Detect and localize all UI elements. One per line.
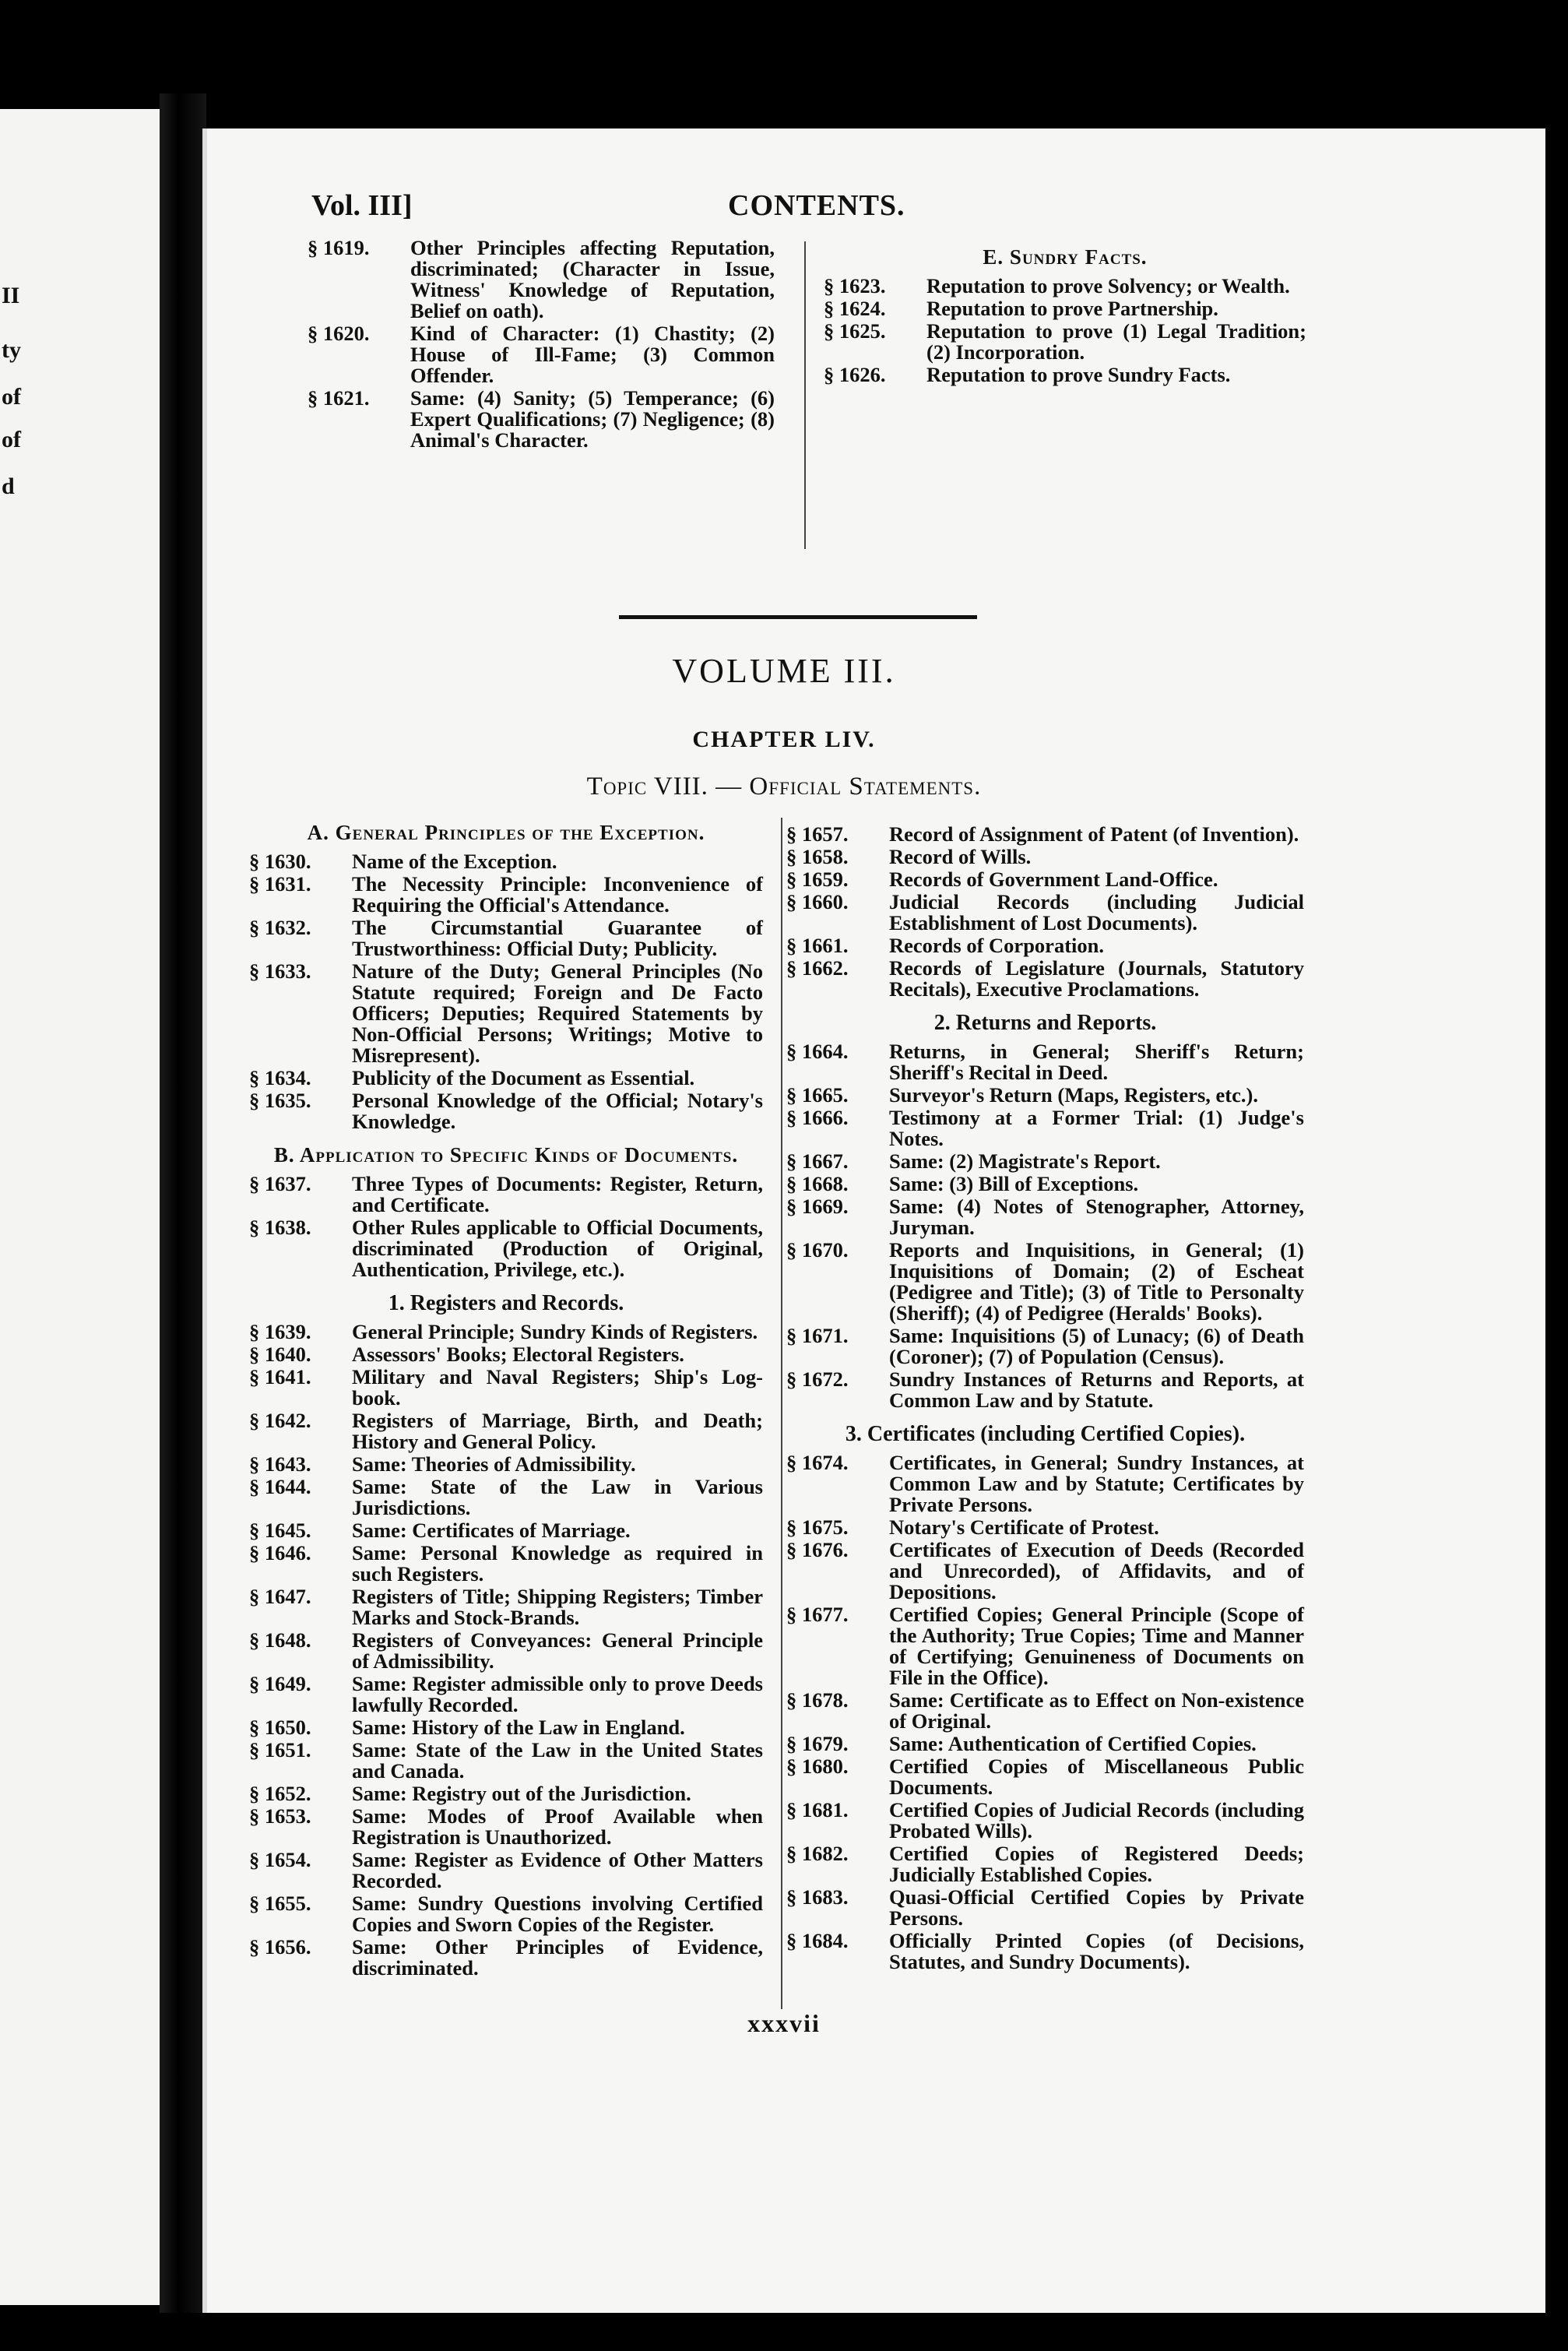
section-number: § 1658. bbox=[786, 845, 849, 868]
toc-entry bbox=[249, 1367, 763, 1409]
section-number: § 1660. bbox=[786, 890, 849, 913]
page-number: xxxvii bbox=[747, 2009, 821, 2037]
section-title: The Necessity Principle: Inconvenience of Requiring the Official's Attendance. bbox=[352, 872, 763, 917]
section-number: § 1632. bbox=[249, 916, 311, 939]
toc-entry bbox=[249, 1740, 763, 1782]
section-title: Surveyor's Return (Maps, Registers, etc.). bbox=[889, 1083, 1258, 1107]
section-number: § 1662. bbox=[786, 956, 849, 980]
section-number: § 1649. bbox=[249, 1672, 311, 1695]
section-number: § 1659. bbox=[786, 868, 849, 891]
column-rule bbox=[781, 818, 782, 2009]
separator-rule bbox=[619, 615, 977, 619]
section-number: § 1630. bbox=[249, 850, 311, 873]
section-number: § 1654. bbox=[249, 1848, 311, 1871]
section-number: § 1666. bbox=[786, 1106, 849, 1129]
section-number: § 1625. bbox=[824, 319, 886, 343]
section-number: § 1633. bbox=[249, 959, 311, 983]
section-title: Same: Personal Knowledge as required in such Registers. bbox=[352, 1541, 763, 1586]
facing-page-fragment: of bbox=[2, 427, 21, 452]
toc-entry bbox=[786, 1452, 1304, 1515]
section-number: § 1675. bbox=[786, 1515, 849, 1539]
section-number: § 1640. bbox=[249, 1343, 311, 1366]
toc-entry bbox=[786, 846, 1304, 868]
section-number: § 1656. bbox=[249, 1935, 311, 1959]
toc-entry bbox=[786, 1843, 1304, 1885]
section-title: Reports and Inquisitions, in General; (1) Inquisitions of Domain; (2) of Escheat (Pedigree and Title); (3) of Title to Personalty (Sheriff); (4) of Pedigree (Heralds' Books). bbox=[889, 1238, 1304, 1325]
toc-entry bbox=[249, 1217, 763, 1280]
section-number: § 1646. bbox=[249, 1541, 311, 1564]
section-title: Certified Copies of Judicial Records (including Probated Wills). bbox=[889, 1798, 1304, 1842]
toc-entry bbox=[249, 1674, 763, 1716]
facing-page-fragment: of bbox=[2, 384, 21, 410]
toc-entry bbox=[249, 961, 763, 1066]
section-title: Record of Wills. bbox=[889, 845, 1032, 868]
toc-entry bbox=[249, 1630, 763, 1672]
section-title: Same: (4) Notes of Stenographer, Attorney, Juryman. bbox=[889, 1195, 1304, 1239]
section-title: Same: Certificate as to Effect on Non-existence of Original. bbox=[889, 1688, 1304, 1733]
section-title: Reputation to prove Solvency; or Wealth. bbox=[926, 274, 1290, 297]
toc-entry bbox=[824, 276, 1306, 297]
section-number: § 1679. bbox=[786, 1732, 849, 1755]
top-right-column bbox=[824, 238, 1306, 387]
toc-entry bbox=[786, 1107, 1304, 1149]
section-number: § 1661. bbox=[786, 934, 849, 957]
toc-entry bbox=[308, 238, 775, 322]
section-number: § 1667. bbox=[786, 1149, 849, 1173]
section-title: Same: (3) Bill of Exceptions. bbox=[889, 1172, 1139, 1195]
toc-entry bbox=[249, 1783, 763, 1804]
section-number: § 1674. bbox=[786, 1451, 849, 1474]
toc-entry bbox=[786, 1540, 1304, 1603]
section-title: Notary's Certificate of Protest. bbox=[889, 1515, 1159, 1539]
facing-page-fragment: ty bbox=[2, 337, 21, 363]
facing-page-fragment: II bbox=[2, 283, 20, 308]
toc-entry bbox=[249, 851, 763, 872]
section-title: Certificates, in General; Sundry Instances, at Common Law and by Statute; Certificates by Private Persons. bbox=[889, 1451, 1304, 1516]
toc-entry bbox=[786, 1887, 1304, 1929]
toc-entry bbox=[249, 1586, 763, 1628]
section-title: Quasi-Official Certified Copies by Private Persons. bbox=[889, 1885, 1304, 1930]
section-title: Other Rules applicable to Official Documents, discriminated (Production of Original, Authentication, Privilege, etc.). bbox=[352, 1216, 763, 1281]
section-number: § 1648. bbox=[249, 1628, 311, 1652]
section-title: Registers of Title; Shipping Registers; Timber Marks and Stock-Brands. bbox=[352, 1585, 763, 1629]
section-title: Same: Modes of Proof Available when Registration is Unauthorized. bbox=[352, 1804, 763, 1849]
section-number: § 1678. bbox=[786, 1688, 849, 1712]
section-title: Same: Authentication of Certified Copies. bbox=[889, 1732, 1257, 1755]
section-number: § 1671. bbox=[786, 1324, 849, 1347]
section-title: Same: (4) Sanity; (5) Temperance; (6) Expert Qualifications; (7) Negligence; (8) Animal's Character. bbox=[410, 386, 775, 452]
topic-title: Topic VIII. — Official Statements. bbox=[586, 773, 982, 801]
section-number: § 1651. bbox=[249, 1738, 311, 1761]
section-number: § 1631. bbox=[249, 872, 311, 896]
section-title: Reputation to prove Sundry Facts. bbox=[926, 363, 1231, 386]
toc-entry bbox=[249, 1322, 763, 1343]
toc-entry bbox=[786, 1151, 1304, 1172]
section-number: § 1664. bbox=[786, 1040, 849, 1063]
section-title: Assessors' Books; Electoral Registers. bbox=[352, 1343, 684, 1366]
section-number: § 1634. bbox=[249, 1066, 311, 1089]
section-number: § 1642. bbox=[249, 1409, 311, 1432]
section-number: § 1681. bbox=[786, 1798, 849, 1821]
section-title: Officially Printed Copies (of Decisions, Statutes, and Sundry Documents). bbox=[889, 1929, 1304, 1973]
section-number: § 1665. bbox=[786, 1083, 849, 1107]
toc-entry bbox=[786, 892, 1304, 934]
section-title: Returns, in General; Sheriff's Return; Sheriff's Recital in Deed. bbox=[889, 1040, 1304, 1084]
section-title: Same: History of the Law in England. bbox=[352, 1716, 685, 1739]
section-number: § 1669. bbox=[786, 1195, 849, 1218]
section-number: § 1621. bbox=[308, 386, 370, 410]
toc-entry bbox=[786, 1240, 1304, 1324]
section-title: Personal Knowledge of the Official; Notary's Knowledge. bbox=[352, 1089, 763, 1133]
main-right-column bbox=[786, 824, 1304, 1974]
toc-entry bbox=[786, 1174, 1304, 1195]
section-number: § 1652. bbox=[249, 1782, 311, 1805]
column-rule bbox=[804, 241, 806, 549]
toc-entry bbox=[786, 1041, 1304, 1083]
section-heading: 1. Registers and Records. bbox=[388, 1291, 624, 1315]
section-title: Same: State of the Law in the United States and Canada. bbox=[352, 1738, 763, 1783]
toc-entry bbox=[786, 1756, 1304, 1798]
section-heading: 3. Certificates (including Certified Copies). bbox=[845, 1422, 1246, 1446]
toc-entry bbox=[786, 935, 1304, 956]
section-number: § 1643. bbox=[249, 1452, 311, 1476]
toc-entry bbox=[786, 1325, 1304, 1367]
toc-entry bbox=[824, 321, 1306, 363]
section-number: § 1639. bbox=[249, 1320, 311, 1343]
section-title: Certified Copies; General Principle (Scope of the Authority; True Copies; Time and Manner of Certifying; Genuineness of Documents on File in the Office). bbox=[889, 1603, 1304, 1689]
section-number: § 1682. bbox=[786, 1842, 849, 1865]
section-title: Military and Naval Registers; Ship's Log-book. bbox=[352, 1365, 763, 1410]
section-heading: B. Application to Specific Kinds of Documents. bbox=[273, 1143, 739, 1167]
toc-entry bbox=[249, 1174, 763, 1216]
toc-entry bbox=[249, 874, 763, 916]
section-number: § 1635. bbox=[249, 1089, 311, 1112]
section-number: § 1670. bbox=[786, 1238, 849, 1262]
section-number: § 1677. bbox=[786, 1603, 849, 1626]
toc-entry bbox=[786, 824, 1304, 845]
facing-page-fragment: d bbox=[2, 473, 15, 499]
section-title: Same: (2) Magistrate's Report. bbox=[889, 1149, 1161, 1173]
section-number: § 1645. bbox=[249, 1519, 311, 1542]
toc-entry bbox=[249, 1090, 763, 1132]
section-number: § 1620. bbox=[308, 322, 370, 345]
toc-entry bbox=[249, 1717, 763, 1738]
section-number: § 1641. bbox=[249, 1365, 311, 1388]
toc-entry bbox=[786, 1604, 1304, 1688]
section-title: Nature of the Duty; General Principles (No Statute required; Foreign and De Facto Officers; Deputies; Required Statements by Non-Official Persons; Writings; Motive to Misrepresent). bbox=[352, 959, 763, 1067]
section-number: § 1680. bbox=[786, 1754, 849, 1778]
section-title: Sundry Instances of Returns and Reports, at Common Law and by Statute. bbox=[889, 1367, 1304, 1412]
section-title: Judicial Records (including Judicial Establishment of Lost Documents). bbox=[889, 890, 1304, 934]
toc-entry bbox=[249, 1454, 763, 1475]
toc-entry bbox=[249, 917, 763, 959]
section-title: Record of Assignment of Patent (of Invention). bbox=[889, 822, 1299, 846]
section-heading: A. General Principles of the Exception. bbox=[307, 821, 705, 844]
section-number: § 1657. bbox=[786, 822, 849, 846]
section-title: Same: Inquisitions (5) of Lunacy; (6) of Death (Coroner); (7) of Population (Census). bbox=[889, 1324, 1304, 1368]
toc-entry bbox=[786, 1800, 1304, 1842]
section-title: Same: Register admissible only to prove Deeds lawfully Recorded. bbox=[352, 1672, 763, 1716]
volume-title: VOLUME III. bbox=[672, 652, 896, 690]
toc-entry bbox=[786, 869, 1304, 890]
toc-entry bbox=[824, 364, 1306, 385]
running-head-title: CONTENTS. bbox=[728, 189, 905, 222]
toc-entry bbox=[786, 1085, 1304, 1106]
section-number: § 1647. bbox=[249, 1585, 311, 1608]
section-title: Other Principles affecting Reputation, discriminated; (Character in Issue, Witness' Knowledge of Reputation, Belief on oath). bbox=[410, 236, 775, 322]
toc-entry bbox=[308, 388, 775, 451]
section-number: § 1672. bbox=[786, 1367, 849, 1391]
book-spine bbox=[160, 93, 206, 2313]
section-title: Certificates of Execution of Deeds (Recorded and Unrecorded), of Affidavits, and of Depositions. bbox=[889, 1538, 1304, 1603]
toc-entry bbox=[786, 958, 1304, 1000]
section-title: Same: Register as Evidence of Other Matters Recorded. bbox=[352, 1848, 763, 1892]
toc-entry bbox=[786, 1733, 1304, 1754]
section-title: Registers of Marriage, Birth, and Death; History and General Policy. bbox=[352, 1409, 763, 1453]
toc-entry bbox=[249, 1068, 763, 1089]
section-number: § 1653. bbox=[249, 1804, 311, 1828]
toc-entry bbox=[249, 1543, 763, 1585]
toc-entry bbox=[786, 1196, 1304, 1238]
section-number: § 1637. bbox=[249, 1172, 311, 1195]
section-title: Records of Government Land-Office. bbox=[889, 868, 1218, 891]
section-title: Reputation to prove Partnership. bbox=[926, 297, 1218, 320]
section-title: Same: Registry out of the Jurisdiction. bbox=[352, 1782, 691, 1805]
section-number: § 1655. bbox=[249, 1892, 311, 1915]
main-left-column bbox=[249, 810, 763, 1980]
section-title: Certified Copies of Miscellaneous Public Documents. bbox=[889, 1754, 1304, 1799]
section-number: § 1644. bbox=[249, 1475, 311, 1498]
toc-entry bbox=[786, 1930, 1304, 1973]
toc-entry bbox=[786, 1369, 1304, 1411]
section-number: § 1623. bbox=[824, 274, 886, 297]
section-heading-sundry-facts: E. Sundry Facts. bbox=[983, 245, 1148, 269]
section-number: § 1684. bbox=[786, 1929, 849, 1952]
section-title: Records of Corporation. bbox=[889, 934, 1104, 957]
section-number: § 1676. bbox=[786, 1538, 849, 1561]
section-title: Same: Certificates of Marriage. bbox=[352, 1519, 631, 1542]
section-title: Reputation to prove (1) Legal Tradition; (2) Incorporation. bbox=[926, 319, 1306, 364]
section-number: § 1683. bbox=[786, 1885, 849, 1909]
section-number: § 1624. bbox=[824, 297, 886, 320]
section-title: Publicity of the Document as Essential. bbox=[352, 1066, 695, 1089]
section-heading: 2. Returns and Reports. bbox=[933, 1011, 1157, 1035]
running-head-volume: Vol. III] bbox=[311, 189, 413, 222]
section-title: Kind of Character: (1) Chastity; (2) House of Ill-Fame; (3) Common Offender. bbox=[410, 322, 775, 387]
section-number: § 1626. bbox=[824, 363, 886, 386]
chapter-title: CHAPTER LIV. bbox=[692, 727, 876, 752]
toc-entry bbox=[249, 1893, 763, 1935]
section-title: Three Types of Documents: Register, Return, and Certificate. bbox=[352, 1172, 763, 1216]
toc-entry bbox=[249, 1849, 763, 1892]
toc-entry bbox=[249, 1410, 763, 1452]
top-left-column bbox=[308, 238, 775, 452]
toc-entry bbox=[308, 323, 775, 386]
section-title: Certified Copies of Registered Deeds; Judicially Established Copies. bbox=[889, 1842, 1304, 1886]
section-title: Same: Other Principles of Evidence, discriminated. bbox=[352, 1935, 763, 1980]
section-number: § 1650. bbox=[249, 1716, 311, 1739]
section-title: Registers of Conveyances: General Principle of Admissibility. bbox=[352, 1628, 763, 1673]
toc-entry bbox=[249, 1806, 763, 1848]
toc-entry bbox=[249, 1344, 763, 1365]
facing-page-edge bbox=[0, 109, 160, 2305]
section-title: Name of the Exception. bbox=[352, 850, 557, 873]
section-title: Records of Legislature (Journals, Statutory Recitals), Executive Proclamations. bbox=[889, 956, 1304, 1001]
toc-entry bbox=[786, 1517, 1304, 1538]
toc-entry bbox=[249, 1937, 763, 1979]
toc-entry bbox=[824, 298, 1306, 319]
toc-entry bbox=[786, 1690, 1304, 1732]
section-number: § 1668. bbox=[786, 1172, 849, 1195]
section-number: § 1619. bbox=[308, 236, 370, 259]
section-title: The Circumstantial Guarantee of Trustworthiness: Official Duty; Publicity. bbox=[352, 916, 763, 960]
toc-entry bbox=[249, 1520, 763, 1541]
section-title: Same: State of the Law in Various Jurisdictions. bbox=[352, 1475, 763, 1519]
section-number: § 1638. bbox=[249, 1216, 311, 1239]
section-title: Testimony at a Former Trial: (1) Judge's Notes. bbox=[889, 1106, 1304, 1150]
toc-entry bbox=[249, 1476, 763, 1519]
section-title: Same: Theories of Admissibility. bbox=[352, 1452, 636, 1476]
section-title: Same: Sundry Questions involving Certified Copies and Sworn Copies of the Register. bbox=[352, 1892, 763, 1936]
section-title: General Principle; Sundry Kinds of Registers. bbox=[352, 1320, 758, 1343]
